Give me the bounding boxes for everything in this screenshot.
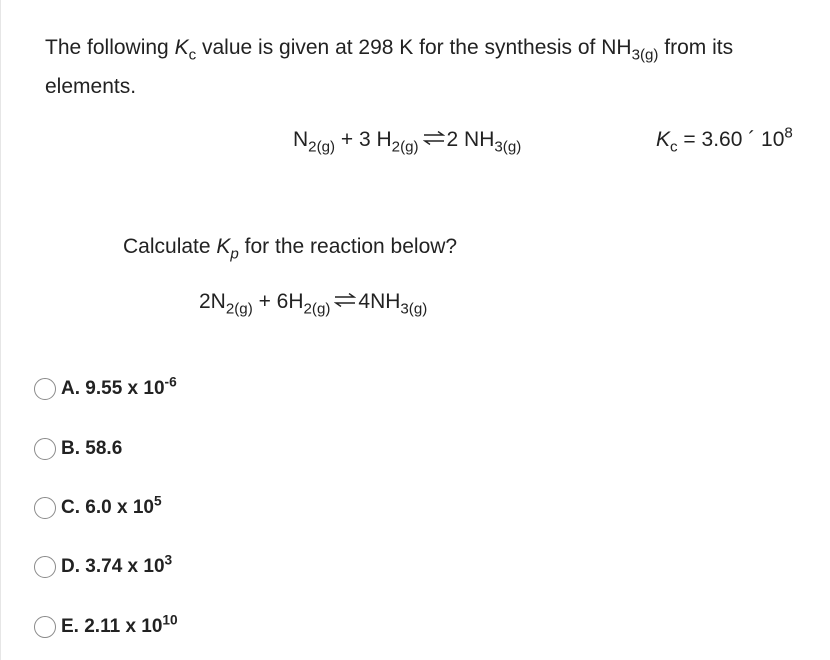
answer-option-d-label[interactable]: D. 3.74 x $10^3$ <box>61 552 173 577</box>
radio-button-d[interactable] <box>34 556 56 578</box>
calc-prompt: Calculate $K_p$ for the reaction below? <box>123 235 458 263</box>
answer-option-a-label[interactable]: A. 9.55 x $10^{-6}$ <box>61 374 177 399</box>
answer-option-b[interactable] <box>34 436 122 462</box>
equilibrium-arrow-icon <box>423 131 445 145</box>
question-text-line1: The following $K_c$ value is given at 298 K for the synthesis of $NH_{3(g)}$ from its <box>45 36 734 64</box>
answer-option-a[interactable] <box>34 376 177 402</box>
kc-value: $K_c = 3.60$ ´ $10^8$ <box>656 124 793 156</box>
answer-option-c[interactable] <box>34 495 162 521</box>
radio-button-e[interactable] <box>34 616 56 638</box>
radio-button-b[interactable] <box>34 438 56 460</box>
answer-option-d[interactable] <box>34 554 172 580</box>
answer-option-c-label[interactable]: C. 6.0 x $10^5$ <box>61 493 162 518</box>
equation-synthesis: $N_{2(g)} + 3$ $H_{2(g)}$ 2 $NH_{3(g)}$ <box>293 128 522 156</box>
radio-button-a[interactable] <box>34 378 56 400</box>
answer-option-e-label[interactable]: E. 2.11 x $10^{10}$ <box>61 612 178 637</box>
equation-target: $2N_{2(g)} + 6H_{2(g)}$ $4NH_{3(g)}$ <box>199 290 428 318</box>
equilibrium-arrow-icon <box>334 293 356 307</box>
answer-option-e[interactable] <box>34 614 178 640</box>
answer-option-b-label[interactable]: B. 58.6 <box>61 438 123 459</box>
question-text-line2: elements. <box>45 75 137 98</box>
radio-button-c[interactable] <box>34 497 56 519</box>
